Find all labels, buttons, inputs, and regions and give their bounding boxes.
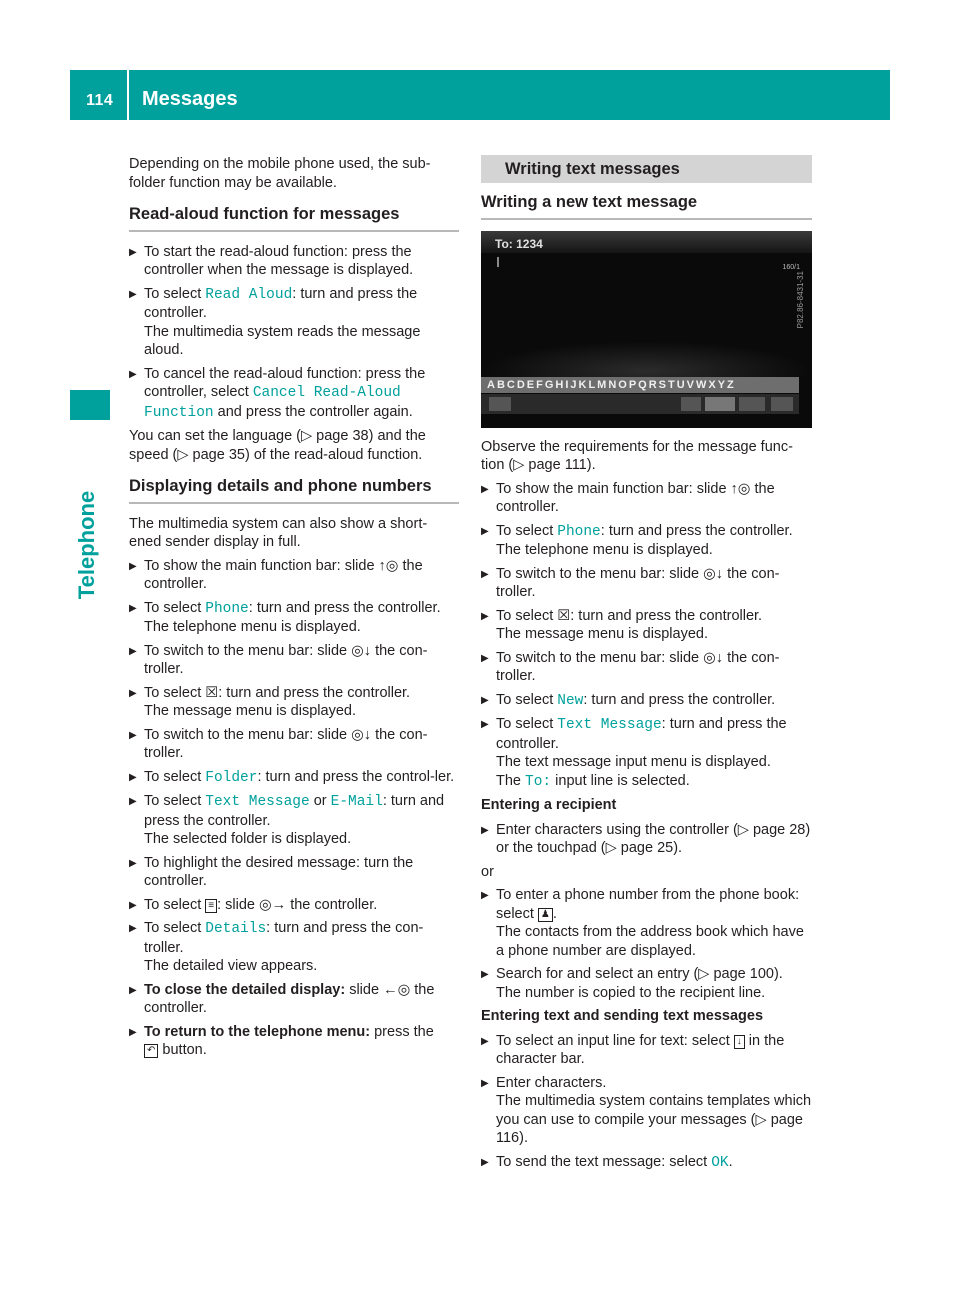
list-menu-icon: ≡ — [205, 899, 217, 913]
step-enter-text: ▶ Enter characters. The multimedia system contains templates which you can use to compile your messages (▷ page 116). — [481, 1074, 812, 1148]
character-bar: ABCDEFGHIJKLMNOPQRSTUVWXYZ — [481, 377, 799, 393]
contact-person-icon: ♟ — [538, 908, 553, 922]
controller-slide-down-icon: ◎↓ — [351, 642, 372, 659]
step-select-new: ▶ To select New: turn and press the controller. — [481, 691, 812, 711]
header-divider — [127, 70, 129, 120]
step-cancel-readaloud: ▶ To cancel the read-aloud function: press the controller, select Cancel Read-Aloud Function and press the controller again. — [129, 365, 459, 423]
readaloud-heading: Read-aloud function for messages — [129, 205, 459, 232]
menu-item-details: Details — [205, 921, 267, 937]
character-counter: 160/1 — [782, 263, 800, 271]
details-intro: The multimedia system can also show a short-ened sender display in full. — [129, 515, 428, 550]
chapter-title: Messages — [142, 88, 238, 110]
step-switch-menu-bar: ▶ To switch to the menu bar: slide ◎↓ the con-troller. — [129, 642, 459, 679]
step-select-read-aloud: ▶ To select Read Aloud: turn and press the controller. The multimedia system reads the message aloud. — [129, 285, 459, 360]
controller-slide-up-icon: ↑◎ — [378, 557, 399, 574]
recipient-heading: Entering a recipient — [481, 797, 617, 813]
envelope-icon: ☒ — [557, 607, 571, 624]
delete-key — [771, 397, 793, 411]
menu-item-new: New — [557, 692, 584, 709]
text-mode-key — [489, 397, 511, 411]
menu-item-ok: OK — [711, 1154, 729, 1171]
right-column — [481, 155, 812, 1177]
step-switch-menu-bar: ▶ To switch to the menu bar: slide ◎↓ the con-troller. — [481, 565, 812, 602]
step-return-telephone-menu: ▶ To return to the telephone menu: press the ↶ button. — [129, 1023, 459, 1060]
left-column — [129, 155, 459, 1065]
step-select-folder: ▶ To select Folder: turn and press the control-ler. — [129, 768, 459, 788]
page-number: 114 — [86, 92, 114, 109]
language-note: You can set the language (▷ page 38) and the speed (▷ page 35) of the read-aloud function. — [129, 428, 426, 463]
controller-slide-down-icon: ◎↓ — [703, 565, 724, 582]
step-select-phone: ▶ To select Phone: turn and press the controller. The telephone menu is displayed. — [129, 599, 459, 637]
or-text: or — [481, 863, 494, 880]
new-message-heading: Writing a new text message — [481, 193, 812, 220]
side-chapter-label: Telephone — [74, 490, 99, 600]
step-switch-menu-bar-2: ▶ To switch to the menu bar: slide ◎↓ the con-troller. — [129, 726, 459, 763]
step-phone-book: ▶ To enter a phone number from the phone book: select ♟ . The contacts from the address book which have a phone number are displayed. — [481, 886, 812, 960]
intro-text: Depending on the mobile phone used, the sub-folder function may be available. — [129, 156, 431, 191]
step-select-input-line: ▶ To select an input line for text: select ↓ in the character bar. — [481, 1032, 812, 1069]
menu-item-to: To: — [525, 773, 552, 790]
controller-slide-down-icon: ◎↓ — [351, 726, 372, 743]
step-select-details: ▶ To select Details: turn and press the con-troller. The detailed view appears. — [129, 919, 459, 976]
menu-item-cancel-read-aloud: Cancel Read-Aloud Function — [144, 385, 401, 421]
text-cursor — [497, 257, 499, 267]
step-highlight-message: ▶ To highlight the desired message: turn the controller. — [129, 854, 459, 891]
step-select-message-icon: ▶ To select ☒: turn and press the controller. The message menu is displayed. — [481, 607, 812, 644]
step-select-message-icon: ▶ To select ☒: turn and press the controller. The message menu is displayed. — [129, 684, 459, 721]
controller-slide-up-icon: ↑◎ — [730, 480, 751, 497]
step-send-message: ▶ To send the text message: select OK. — [481, 1153, 812, 1173]
step-show-function-bar: ▶ To show the main function bar: slide ↑◎ the controller. — [481, 480, 812, 517]
controller-slide-right-icon: ◎→ — [259, 896, 287, 913]
arrow-down-icon: ↓ — [734, 1035, 745, 1049]
step-result: The multimedia system reads the message aloud. — [144, 323, 421, 358]
step-close-details: ▶ To close the detailed display: slide ←◎ the controller. — [129, 981, 459, 1018]
step-select-list-icon: ▶ To select ≡ : slide ◎→ the controller. — [129, 896, 459, 915]
menu-item-text-message: Text Message — [205, 794, 310, 810]
menu-item-text-message: Text Message — [557, 717, 662, 733]
step-show-function-bar: ▶ To show the main function bar: slide ↑◎ the controller. — [129, 557, 459, 594]
controller-slide-down-icon: ◎↓ — [703, 649, 724, 666]
menu-item-phone: Phone — [205, 600, 249, 617]
sending-heading: Entering text and sending text messages — [481, 1008, 764, 1024]
abc-key — [705, 397, 735, 411]
controller-slide-left-icon: ←◎ — [383, 981, 411, 998]
envelope-icon: ☒ — [205, 684, 219, 701]
character-bar-functions — [481, 394, 799, 414]
step-switch-menu-bar-2: ▶ To switch to the menu bar: slide ◎↓ the con-troller. — [481, 649, 812, 686]
step-start-readaloud: ▶ To start the read-aloud function: press the controller when the message is displayed. — [129, 243, 459, 280]
chapter-tab-marker — [70, 390, 110, 420]
back-button-icon: ↶ — [144, 1044, 158, 1058]
step-select-phone: ▶ To select Phone: turn and press the controller. The telephone menu is displayed. — [481, 522, 812, 560]
section-title-bar: Writing text messages — [481, 155, 812, 183]
step-select-text-message: ▶ To select Text Message: turn and press the controller. The text message input menu is displayed. The To: input line is selected. — [481, 715, 812, 791]
step-select-text-or-email: ▶ To select Text Message or E-Mail: turn and press the controller. The selected folder is displayed. — [129, 792, 459, 849]
menu-item-email: E-Mail — [330, 794, 383, 810]
menu-item-read-aloud: Read Aloud — [205, 286, 293, 303]
page-header — [70, 70, 890, 120]
display-screenshot — [481, 231, 812, 428]
step-enter-characters: ▶ Enter characters using the controller (▷ page 28) or the touchpad (▷ page 25). — [481, 821, 812, 858]
ok-key — [739, 397, 765, 411]
menu-item-folder: Folder — [205, 769, 258, 786]
observe-note: Observe the requirements for the message func-tion (▷ page 111). — [481, 438, 793, 473]
menu-item-phone: Phone — [557, 523, 601, 540]
details-heading: Displaying details and phone numbers — [129, 477, 459, 504]
screen-to-line: To: 1234 — [481, 231, 812, 253]
step-search-entry: ▶ Search for and select an entry (▷ page 100). The number is copied to the recipient line. — [481, 965, 812, 1002]
symbol-key — [681, 397, 701, 411]
image-code: P82.86-8431-31 — [795, 270, 805, 328]
